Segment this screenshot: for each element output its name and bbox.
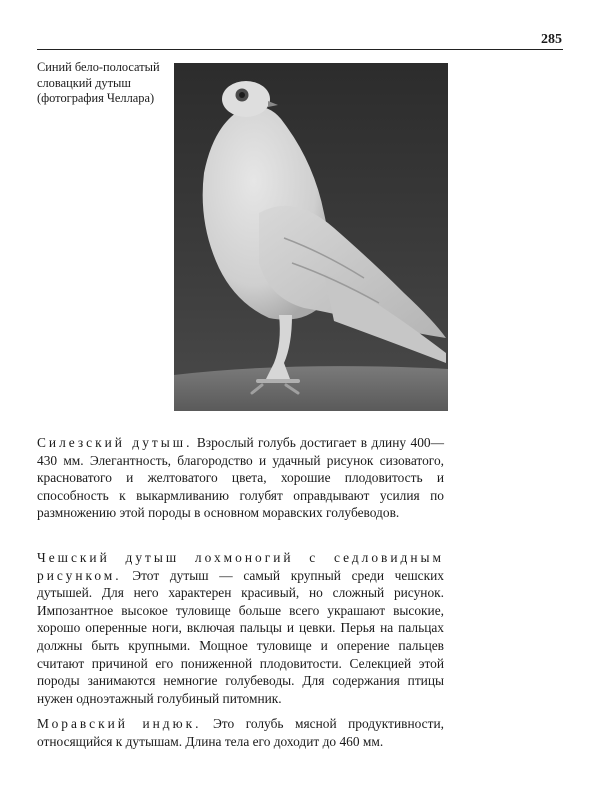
paragraph-title: Моравский индюк. <box>37 716 202 731</box>
paragraph-text: Взрослый голубь достигает в длину 400—430 мм. Элегантность, благородство и удачный рисунок сизоватого, красноватого и желтоватого цвета, хорошие плодовитость и способность к выкармливанию голубят оправдывают усилия по размножению этой породы в основном моравских голубеводов. <box>37 435 444 521</box>
paragraph-text: Этот дутыш — самый крупный среди чешских дутышей. Для него характерен красивый, но сложный рисунок. Импозантное высокое туловище больше всего украшают высокие, хорошо оперенные ноги, включая пальцы и цевки. Перья на пальцах должны быть крупными. Мощное туловище и оперение пальцев считают причиной его пониженной плодовитости. Селекцией этой породы занимаются немногие голубеводы. Для содержания птицы нужен одноэтажный голубиный питомник. <box>37 567 444 706</box>
header-rule <box>37 49 563 50</box>
paragraph-title: Силезский дутыш. <box>37 435 193 450</box>
paragraph-czech-pouter <box>37 549 444 707</box>
paragraph-silesian-pouter <box>37 434 444 522</box>
pigeon-photo <box>174 63 448 411</box>
page-number: 285 <box>541 32 562 47</box>
pigeon-illustration <box>174 63 448 411</box>
paragraph-title: Чешский дутыш лохмоногий с седловидным рисунком. <box>37 550 444 583</box>
figure-caption: Синий бело-полосатый словацкий дутыш (фотография Челлара) <box>37 60 160 105</box>
paragraph-moravian-turkey <box>37 715 444 750</box>
paragraph-text: Это голубь мясной продуктивности, относящийся к дутышам. Длина тела его доходит до 460 мм. <box>37 716 444 749</box>
ground-shape <box>174 366 448 411</box>
